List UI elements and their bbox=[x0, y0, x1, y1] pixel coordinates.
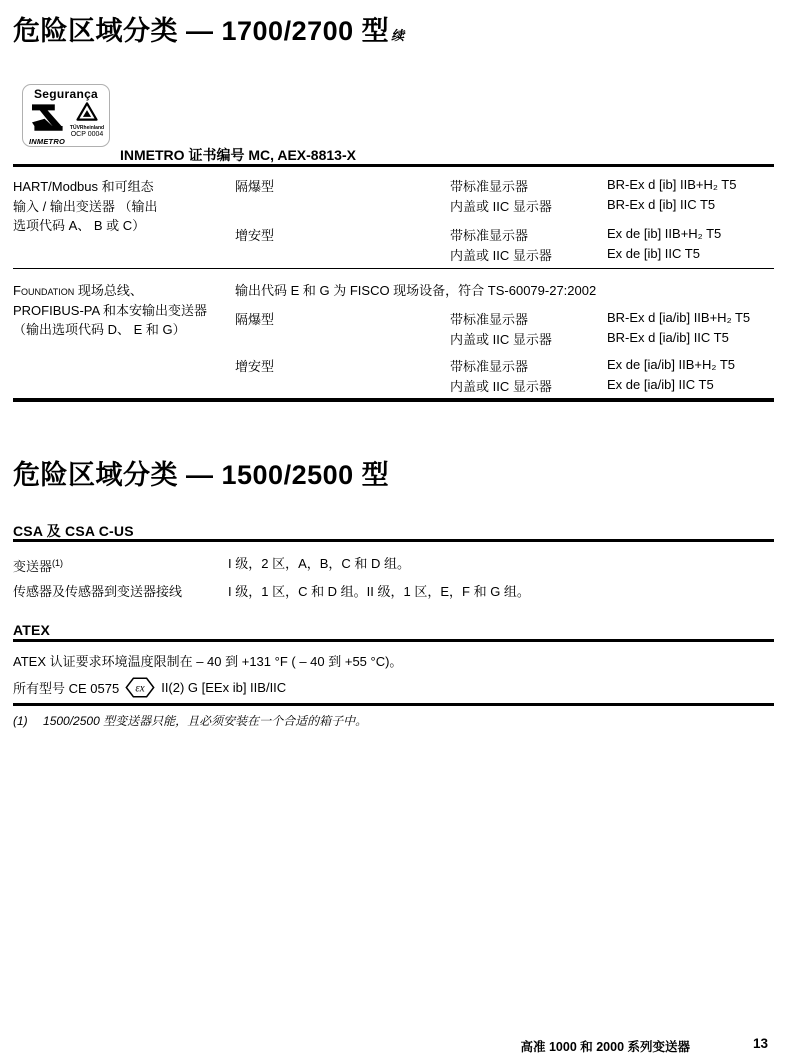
csa-row-value: I 级，2 区，A，B，C 和 D 组。 bbox=[228, 556, 411, 571]
protection-type: 隔爆型 bbox=[235, 312, 275, 327]
display-options bbox=[450, 357, 552, 396]
certification-rating: BR-Ex d [ia/ib] IIC T5 bbox=[607, 329, 729, 345]
atex-all-models-suffix: II(2) G [EEx ib] IIB/IIC bbox=[161, 680, 287, 695]
footnote-rule bbox=[13, 703, 774, 706]
footnote-reference: (1) bbox=[52, 558, 64, 568]
footer-document-title: 高准 1000 和 2000 系列变送器 bbox=[520, 1040, 690, 1054]
certification-ratings bbox=[607, 175, 736, 214]
atex-heading-rule bbox=[13, 639, 774, 642]
product-description-fieldbus bbox=[13, 281, 235, 340]
csa-row-label: 传感器及传感器到变送器接线 bbox=[13, 584, 183, 599]
certification-rating: BR-Ex d [ib] IIB+H₂ T5 bbox=[607, 177, 737, 192]
product-line: PROFIBUS-PA 和本安输出变送器 bbox=[13, 302, 208, 318]
product-line: HART/Modbus 和可组态 bbox=[13, 179, 154, 194]
protection-type: 隔爆型 bbox=[235, 179, 275, 194]
certification-rating: BR-Ex d [ib] IIC T5 bbox=[607, 196, 716, 212]
product-description-hart-modbus bbox=[13, 177, 231, 236]
certification-ratings bbox=[607, 308, 750, 347]
section-title-1700-2700 bbox=[13, 9, 405, 48]
footnote-text: 1500/2500 型变送器只能，且必须安装在一个合适的箱子中。 bbox=[43, 714, 368, 728]
ocp-0004-label: OCP 0004 bbox=[70, 131, 104, 138]
divider-thick-table-end bbox=[13, 398, 774, 402]
atex-temperature-note: ATEX 认证要求环境温度限制在 – 40 到 +131 °F ( – 40 到 +55 °C)。 bbox=[13, 654, 403, 669]
section-title-text: 危险区域分类 — 1700/2700 型 bbox=[13, 16, 390, 46]
product-line: Foundation 现场总线、 bbox=[13, 283, 143, 298]
inmetro-mark-icon bbox=[28, 102, 66, 132]
display-option: 带标准显示器 bbox=[450, 359, 529, 374]
product-line: 输入 / 输出变送器 （输出 bbox=[13, 198, 158, 214]
certification-rating: Ex de [ia/ib] IIC T5 bbox=[607, 376, 714, 392]
certification-ratings bbox=[607, 224, 721, 263]
product-line: （输出选项代码 D、 E 和 G） bbox=[13, 322, 186, 337]
badge-logo-row bbox=[27, 102, 105, 146]
tuv-rheinland-triangle-icon bbox=[76, 102, 98, 121]
fisco-note: 输出代码 E 和 G 为 FISCO 现场设备，符合 TS-60079-27:2002 bbox=[235, 283, 597, 298]
inmetro-tuv-certification-badge bbox=[22, 84, 110, 147]
section-title-1500-2500: 危险区域分类 — 1500/2500 型 bbox=[13, 460, 390, 490]
display-option: 内盖或 IIC 显示器 bbox=[450, 331, 552, 347]
display-option: 内盖或 IIC 显示器 bbox=[450, 198, 552, 214]
divider-thick-top bbox=[13, 164, 774, 167]
footer-page-number: 13 bbox=[752, 1036, 768, 1051]
ex-symbol-text: εx bbox=[135, 682, 145, 695]
protection-type: 增安型 bbox=[235, 228, 275, 243]
certification-rating: Ex de [ib] IIB+H₂ T5 bbox=[607, 226, 722, 241]
inmetro-mark-column bbox=[27, 102, 67, 146]
display-options bbox=[450, 177, 552, 216]
tuv-rheinland-label: TÜVRheinland bbox=[69, 125, 105, 131]
certification-ratings bbox=[607, 355, 735, 394]
display-option: 带标准显示器 bbox=[450, 228, 529, 243]
inmetro-label: INMETRO bbox=[29, 137, 65, 146]
continued-marker: 续 bbox=[391, 28, 405, 43]
display-option: 内盖或 IIC 显示器 bbox=[450, 247, 552, 263]
display-option: 带标准显示器 bbox=[450, 312, 529, 327]
certification-rating: Ex de [ib] IIC T5 bbox=[607, 245, 700, 261]
product-line: 选项代码 A、 B 或 C） bbox=[13, 218, 146, 233]
atex-all-models-line bbox=[13, 676, 286, 699]
certification-rating: Ex de [ia/ib] IIB+H₂ T5 bbox=[607, 357, 736, 372]
certification-rating: BR-Ex d [ia/ib] IIB+H₂ T5 bbox=[607, 310, 751, 325]
display-options bbox=[450, 226, 552, 265]
display-option: 内盖或 IIC 显示器 bbox=[450, 378, 552, 394]
badge-seguranca-label: Segurança bbox=[33, 87, 99, 101]
display-options bbox=[450, 310, 552, 349]
inmetro-certificate-number: INMETRO 证书编号 MC, AEX-8813-X bbox=[120, 147, 356, 163]
atex-all-models-prefix: 所有型号 CE 0575 bbox=[13, 681, 120, 696]
display-option: 带标准显示器 bbox=[450, 179, 529, 194]
csa-heading-rule bbox=[13, 539, 774, 542]
csa-row-label bbox=[13, 554, 63, 577]
divider-thin bbox=[13, 268, 774, 269]
csa-label-text: 变送器 bbox=[13, 559, 53, 574]
tuv-column bbox=[69, 102, 105, 138]
footnote-number: (1) bbox=[13, 714, 28, 728]
csa-row-value: I 级，1 区，C 和 D 组。II 级，1 区，E，F 和 G 组。 bbox=[228, 584, 530, 599]
footnote-1 bbox=[13, 712, 367, 729]
csa-heading: CSA 及 CSA C-US bbox=[13, 523, 134, 539]
atex-heading: ATEX bbox=[13, 622, 51, 638]
atex-ex-hexagon-icon bbox=[125, 676, 155, 699]
protection-type: 增安型 bbox=[235, 359, 275, 374]
